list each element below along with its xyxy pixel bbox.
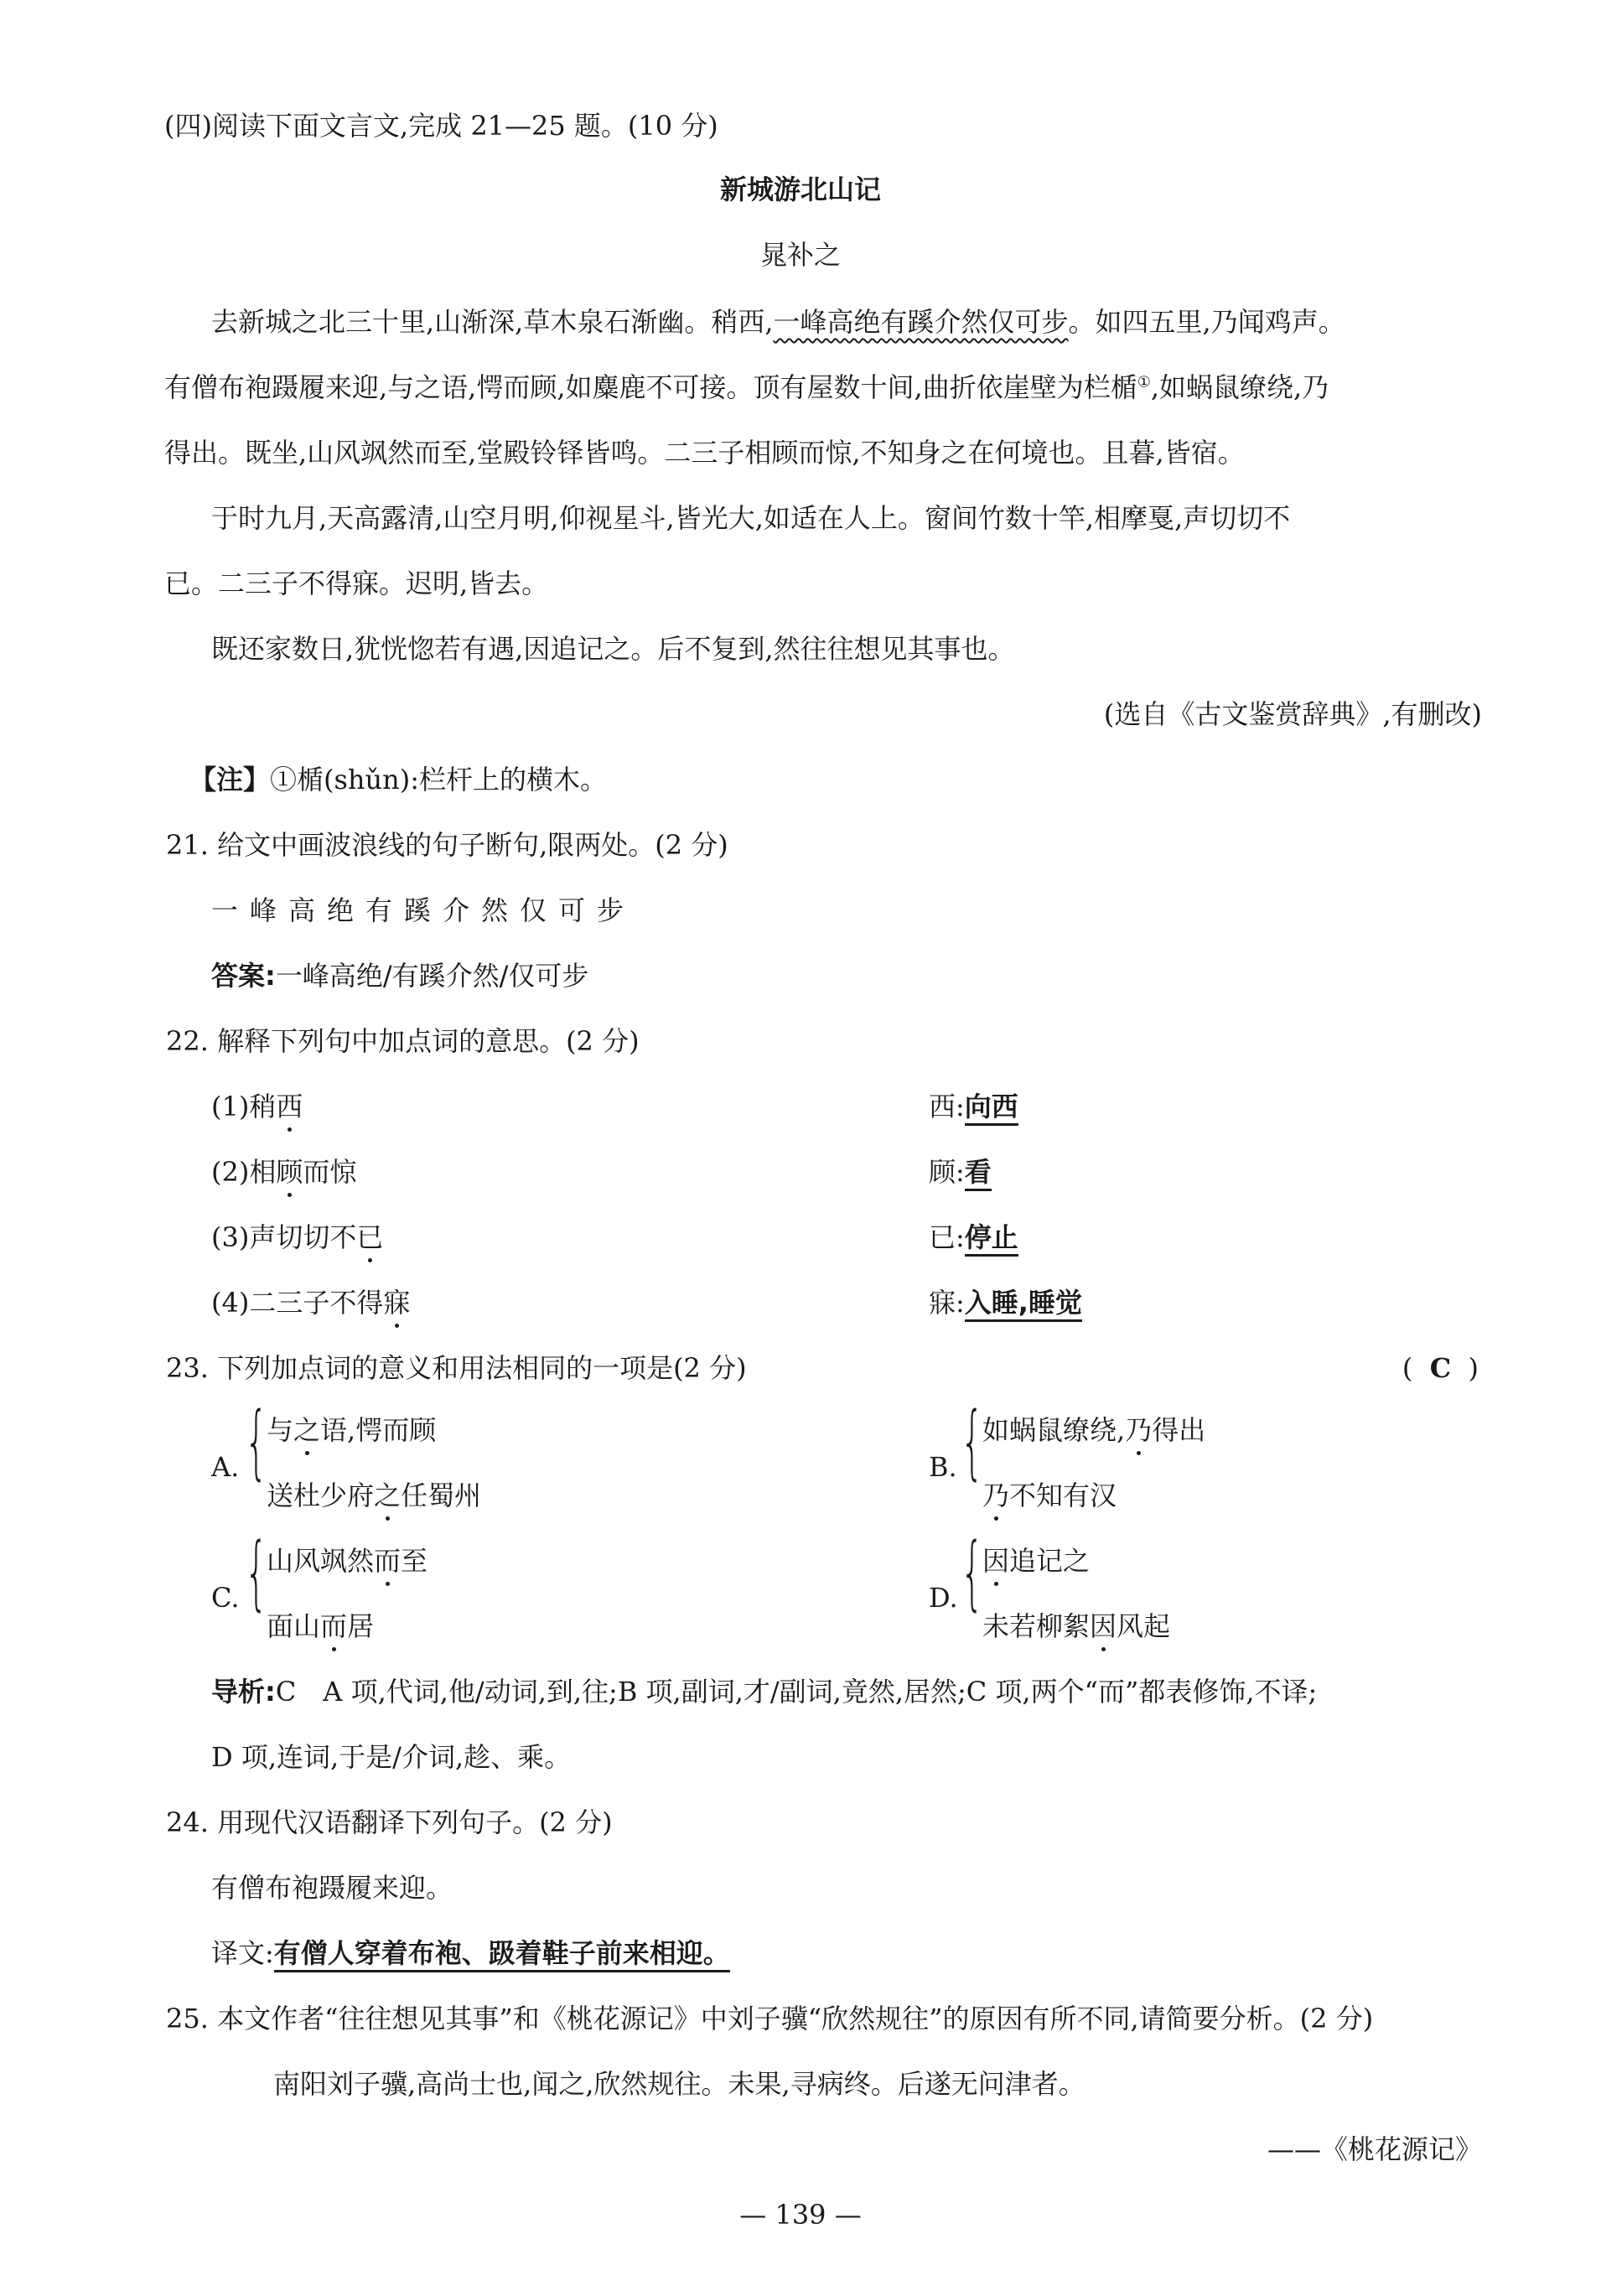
answer-meaning: 停止 [965, 1221, 1018, 1257]
item-text: (1)稍 [211, 1091, 277, 1122]
page-number: — 139 — [739, 2199, 862, 2231]
option-a-line-2 [267, 1477, 481, 1514]
footnote-label: 【注】 [189, 764, 271, 796]
passage-text: 去新城之北三十里,山渐深,草木泉石渐幽。稍西, [211, 306, 774, 338]
item-text: (3)声切切不 [211, 1221, 357, 1253]
question-22-answer [929, 1153, 992, 1190]
question-21-stem: 21. 给文中画波浪线的句子断句,限两处。(2 分) [166, 829, 728, 861]
question-23-answer [1402, 1350, 1479, 1386]
dotted-word: 而 [320, 1608, 347, 1645]
dotted-word: 因 [1090, 1608, 1117, 1645]
passage-text: ,如蜗鼠缭绕,乃 [1150, 371, 1329, 403]
answer-word: 已: [929, 1221, 965, 1253]
option-text: 追记之 [1009, 1545, 1091, 1577]
question-24-answer [211, 1935, 730, 1972]
option-d-line-2 [982, 1608, 1170, 1645]
answer-word: 顾: [929, 1156, 965, 1188]
option-text: 风起 [1117, 1610, 1171, 1642]
question-25-quote-source: ——《桃花源记》 [1267, 2133, 1482, 2165]
option-a-label: A. [211, 1451, 240, 1483]
passage-title: 新城游北山记 [719, 174, 881, 205]
footnote [189, 761, 607, 798]
question-25-stem: 25. 本文作者“往往想见其事”和《桃花源记》中刘子骥“欣然规往”的原因有所不同,请简要分析。(2 分) [166, 2003, 1374, 2034]
question-22-answer [929, 1219, 1018, 1256]
passage-line: 得出。既坐,山风飒然而至,堂殿铃铎皆鸣。二三子相顾而惊,不知身之在何境也。且暮,皆宿。 [164, 437, 1245, 469]
question-22-answer [929, 1088, 1018, 1125]
brace-icon: { [245, 1526, 268, 1620]
dotted-word: 西 [276, 1088, 303, 1125]
option-b-line-1 [982, 1412, 1205, 1449]
passage-line: 已。二三子不得寐。迟明,皆去。 [164, 568, 549, 599]
question-22-item [211, 1088, 303, 1125]
dotted-word: 寐 [383, 1284, 410, 1321]
question-25-quote: 南阳刘子骥,高尚士也,闻之,欣然规往。未果,寻病终。后遂无问津者。 [273, 2068, 1085, 2100]
option-text: 送杜少府 [267, 1480, 375, 1511]
option-text: 与 [267, 1414, 294, 1446]
answer-label: 译文: [211, 1937, 274, 1969]
item-text: (2)相 [211, 1156, 277, 1188]
option-text: 语,愕而顾 [320, 1414, 437, 1446]
dotted-word: 已 [356, 1219, 383, 1256]
item-text: 而惊 [303, 1156, 357, 1188]
option-text: 面山 [267, 1610, 321, 1642]
footnote-marker: ① [1137, 373, 1151, 391]
bracket: ( [1402, 1352, 1413, 1384]
option-d-line-1 [982, 1542, 1090, 1579]
brace-icon: { [245, 1395, 268, 1489]
footnote-text: ①楯(shǔn):栏杆上的横木。 [270, 764, 608, 796]
option-text: 至 [401, 1545, 428, 1577]
dotted-word: 之 [293, 1412, 320, 1449]
bracket: ) [1468, 1352, 1479, 1384]
wavy-underlined-sentence: 一峰高绝有蹊介然仅可步 [773, 306, 1069, 338]
answer-label: 答案: [211, 960, 276, 992]
passage-line [164, 369, 1329, 406]
passage-text: 有僧布袍蹑履来迎,与之语,愕而顾,如麋鹿不可接。顶有屋数十间,曲折依崖壁为栏楯 [164, 371, 1137, 403]
dotted-word: 之 [374, 1477, 401, 1514]
dotted-word: 乃 [982, 1477, 1009, 1514]
option-text: 山风飒然 [267, 1545, 375, 1577]
option-a-line-1 [267, 1412, 436, 1449]
question-24-stem: 24. 用现代汉语翻译下列句子。(2 分) [166, 1806, 613, 1838]
option-text: 得出 [1152, 1414, 1206, 1446]
passage-author: 晁补之 [759, 239, 841, 271]
question-23-stem: 23. 下列加点词的意义和用法相同的一项是(2 分) [166, 1352, 747, 1384]
brace-icon: { [961, 1395, 984, 1489]
question-22-item [211, 1284, 410, 1321]
question-21-sentence: 一峰高绝有蹊介然仅可步 [211, 894, 636, 926]
section-heading: (四)阅读下面文言文,完成 21—25 题。(10 分) [164, 110, 718, 142]
option-c-line-2 [267, 1608, 374, 1645]
brace-icon: { [961, 1526, 984, 1620]
question-22-item [211, 1219, 383, 1256]
answer-text: 有僧人穿着布袍、趿着鞋子前来相迎。 [274, 1937, 730, 1972]
option-b-label: B. [929, 1451, 957, 1483]
item-text: (4)二三子不得 [211, 1287, 384, 1319]
option-c-line-1 [267, 1542, 427, 1579]
dotted-word: 顾 [276, 1153, 303, 1190]
answer-letter: C [1429, 1352, 1452, 1384]
dotted-word: 乃 [1125, 1412, 1152, 1449]
passage-line [211, 303, 1345, 340]
option-text: 如蜗鼠缭绕, [982, 1414, 1126, 1446]
question-24-sentence: 有僧布袍蹑履来迎。 [211, 1872, 453, 1904]
passage-line: 于时九月,天高露清,山空月明,仰视星斗,皆光大,如适在人上。窗间竹数十竿,相摩戛,声切切不 [211, 502, 1291, 534]
question-22-stem: 22. 解释下列句中加点词的意思。(2 分) [166, 1025, 640, 1057]
question-21-answer [211, 957, 588, 994]
question-23-analysis: D 项,连词,于是/介词,趁、乘。 [211, 1741, 572, 1773]
answer-word: 寐: [929, 1287, 965, 1319]
option-text: 未若柳絮 [982, 1610, 1091, 1642]
passage-line: 既还家数日,犹恍惚若有遇,因追记之。后不复到,然往往想见其事也。 [211, 633, 1015, 665]
passage-source: (选自《古文鉴赏辞典》,有删改) [1103, 698, 1482, 730]
answer-meaning: 向西 [965, 1091, 1018, 1126]
question-22-answer [929, 1284, 1082, 1321]
answer-text: 一峰高绝/有蹊介然/仅可步 [275, 960, 589, 992]
passage-text: 。如四五里,乃闻鸡声。 [1068, 306, 1345, 338]
question-23-analysis [211, 1673, 1317, 1710]
dotted-word: 因 [982, 1542, 1009, 1579]
answer-meaning: 入睡,睡觉 [965, 1287, 1082, 1322]
option-text: 任蜀州 [401, 1480, 482, 1511]
option-d-label: D. [929, 1582, 958, 1614]
analysis-label: 导析: [211, 1676, 276, 1708]
option-text: 不知有汉 [1009, 1480, 1117, 1511]
option-b-line-2 [982, 1477, 1117, 1514]
dotted-word: 而 [374, 1542, 401, 1579]
answer-word: 西: [929, 1091, 965, 1122]
question-22-item [211, 1153, 356, 1190]
analysis-text: C A 项,代词,他/动词,到,往;B 项,副词,才/副词,竟然,居然;C 项,两个“而”都表修饰,不译; [275, 1676, 1318, 1708]
option-c-label: C. [211, 1582, 240, 1614]
answer-meaning: 看 [965, 1156, 992, 1191]
option-text: 居 [347, 1610, 375, 1642]
